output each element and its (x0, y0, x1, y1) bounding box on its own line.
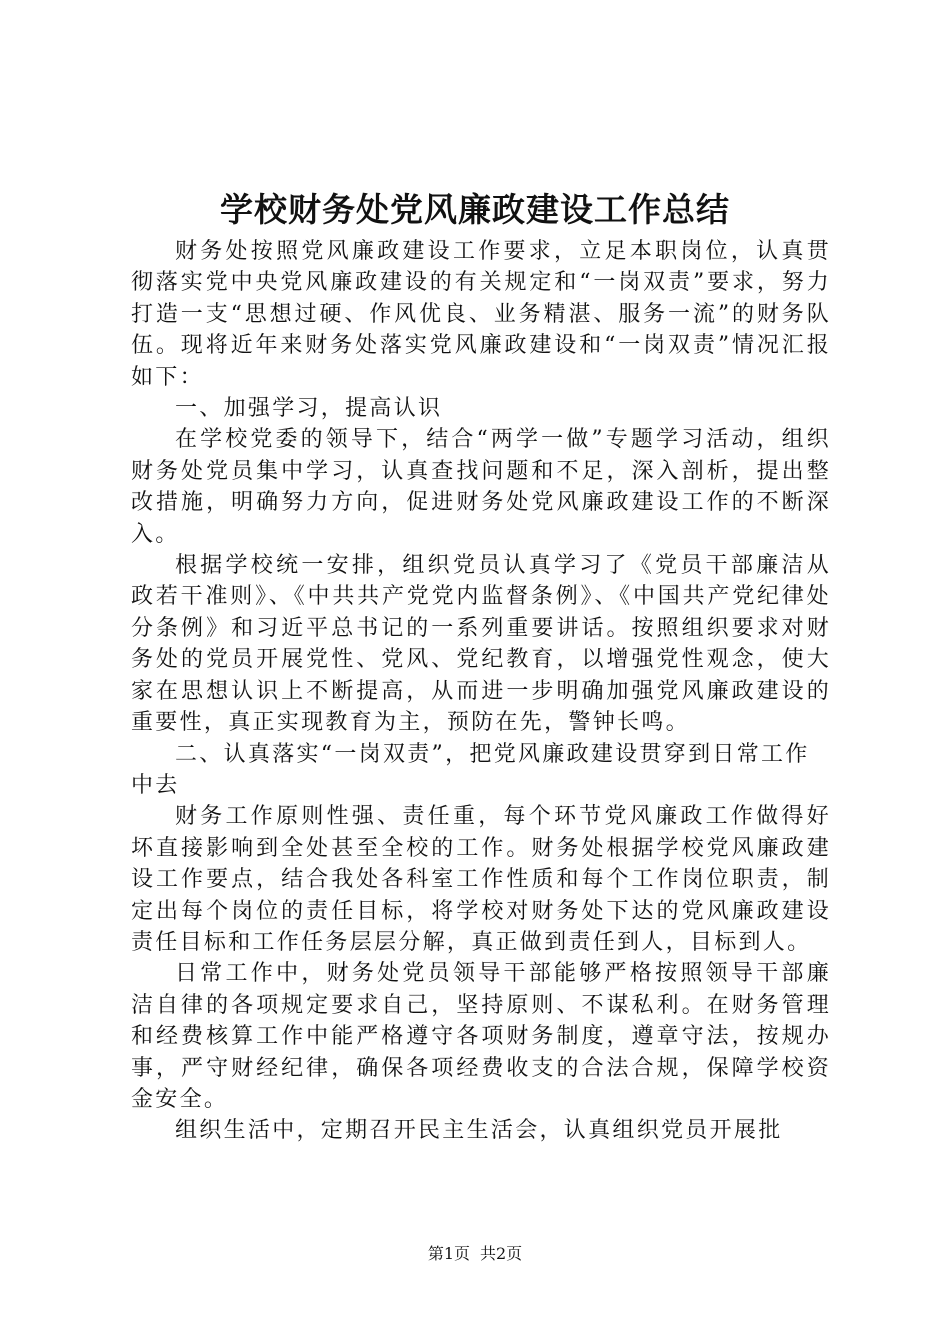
intro-paragraph: 财务处按照党风廉政建设工作要求，立足本职岗位，认真贯彻落实党中央党风廉政建设的有关规定和“一岗双责”要求，努力打造一支“思想过硬、作风优良、业务精湛、服务一流”的财务队伍。现将近年来财务处落实党风廉政建设和“一岗双责”情况汇报如下： (131, 239, 831, 390)
document-body (131, 236, 831, 1147)
page-number: 第1页 (427, 1244, 470, 1263)
body-paragraph: 财务工作原则性强、责任重，每个环节党风廉政工作做得好坏直接影响到全处甚至全校的工作。财务处根据学校党风廉政建设工作要点，结合我处各科室工作性质和每个工作岗位职责，制定出每个岗位的责任目标，将学校对财务处下达的党风廉政建设责任目标和工作任务层层分解，真正做到责任到人，目标到人。 (131, 804, 831, 955)
section-heading-1: 一、加强学习，提高认识 (175, 396, 443, 422)
page-total: 共2页 (480, 1244, 523, 1263)
section-heading-2: 二、认真落实“一岗双责”，把党风廉政建设贯穿到日常工作中去 (131, 741, 810, 798)
page-footer (0, 1242, 950, 1266)
body-paragraph: 日常工作中，财务处党员领导干部能够严格按照领导干部廉洁自律的各项规定要求自己，坚持原则、不谋私利。在财务管理和经费核算工作中能严格遵守各项财务制度，遵章守法，按规办事，严守财经纪律，确保各项经费收支的合法合规，保障学校资金安全。 (131, 961, 831, 1112)
body-paragraph: 在学校党委的领导下，结合“两学一做”专题学习活动，组织财务处党员集中学习，认真查找问题和不足，深入剖析，提出整改措施，明确努力方向，促进财务处党风廉政建设工作的不断深入。 (131, 427, 831, 547)
body-paragraph: 组织生活中，定期召开民主生活会，认真组织党员开展批 (175, 1118, 783, 1144)
body-paragraph: 根据学校统一安排，组织党员认真学习了《党员干部廉洁从政若干准则》、《中共共产党党内监督条例》、《中国共产党纪律处分条例》和习近平总书记的一系列重要讲话。按照组织要求对财务处的党员开展党性、党风、党纪教育，以增强党性观念，使大家在思想认识上不断提高，从而进一步明确加强党风廉政建设的重要性，真正实现教育为主，预防在先，警钟长鸣。 (131, 553, 831, 736)
document-title: 学校财务处党风廉政建设工作总结 (220, 190, 730, 229)
